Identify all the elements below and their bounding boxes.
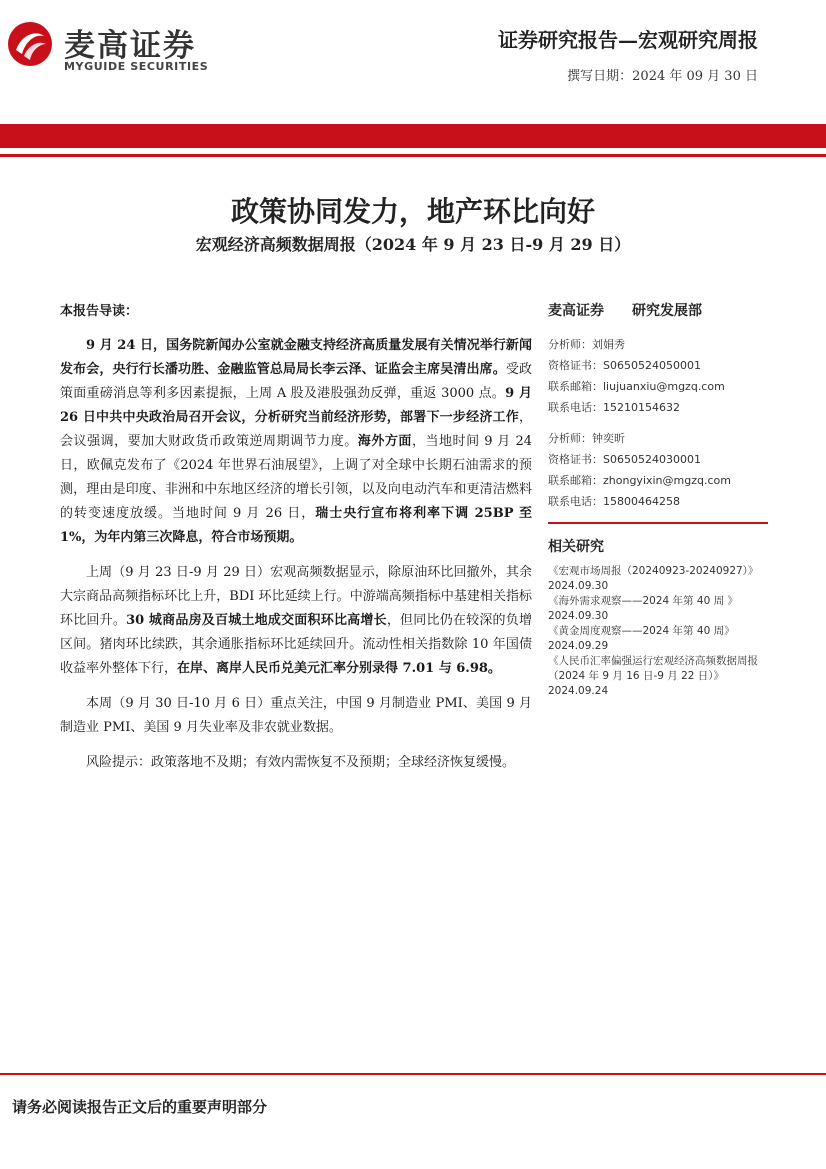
related-research-item[interactable]: 《宏观市场周报（20240923-20240927）》2024.09.30 [548, 565, 759, 592]
sidebar-company: 麦高证券 [548, 303, 604, 319]
analyst-card [548, 428, 768, 512]
analyst-email[interactable]: 联系邮箱：zhongyixin@mgzq.com [548, 474, 731, 487]
analyst-name: 分析师：钟奕昕 [548, 432, 625, 445]
analyst-cert: 资格证书：S0650524050001 [548, 359, 701, 372]
p1-seg: 9 月 24 日，国务院新闻办公室就金融支持经济高质量发展有关情况举行新闻发布会，央行行长潘功胜、金融监管总局局长李云泽、证监会主席吴清出席。 [60, 338, 532, 377]
summary-paragraph-1 [60, 334, 532, 550]
analyst-email[interactable]: 联系邮箱：liujuanxiu@mgzq.com [548, 380, 725, 393]
p1-seg: ，当地时间 9 月 24 日，欧佩克发布了《2024 年世界石油展望》，上调了对全球中长期石油需求的预测，理由是印度、非洲和中东地区经济的增长引领，以及向电动汽车和更清洁燃料的转变速度放缓。当地时间 9 月 26 日， [60, 434, 532, 521]
footer-divider [0, 1073, 826, 1075]
p1-seg: 9 月 26 日中共中央政治局召开会议，分析研究当前经济形势，部署下一步经济工作 [60, 386, 532, 425]
sidebar-dept: 研究发展部 [632, 303, 702, 319]
related-research-item[interactable]: 《人民币汇率偏强运行宏观经济高频数据周报（2024 年 9 月 16 日-9 月 22 日）》2024.09.24 [548, 655, 758, 697]
risk-warning: 风险提示：政策落地不及期；有效内需恢复不及预期；全球经济恢复缓慢。 [86, 755, 516, 770]
p2-seg: 上周（9 月 23 日-9 月 29 日）宏观高频数据显示，除原油环比回撤外，其余大宗商品高频指标环比上升，BDI 环比延续上行。中游端高频指标中基建相关指标环比回升。 [60, 565, 532, 628]
p1-seg: 瑞士央行宣布将利率下调 25BP 至 1%，为年内第三次降息，符合市场预期。 [60, 506, 533, 545]
page-title: 政策协同发力，地产环比向好 [230, 195, 595, 228]
analyst-name: 分析师：刘娟秀 [548, 338, 625, 351]
analyst-phone: 联系电话：15210154632 [548, 401, 680, 414]
summary-paragraph-2 [60, 561, 532, 681]
logo-text: 麦高证券 [64, 28, 196, 64]
p1-seg: ，会议强调，要加大财政货币政策逆周期调节力度。 [60, 410, 532, 449]
analyst-phone: 联系电话：15800464258 [548, 495, 680, 508]
analyst-card [548, 334, 768, 418]
related-research-item[interactable]: 《黄金周度观察——2024 年第 40 周》2024.09.29 [548, 625, 735, 652]
report-type: 证券研究报告—宏观研究周报 [498, 28, 758, 52]
logo-subtext: MYGUIDE SECURITIES [64, 60, 209, 73]
p2-seg: 30 城商品房及百城土地成交面积环比高增长 [126, 613, 387, 628]
sidebar [548, 300, 768, 699]
related-divider [548, 522, 768, 524]
footer-disclaimer: 请务必阅读报告正文后的重要声明部分 [12, 1098, 268, 1116]
analyst-cert: 资格证书：S0650524030001 [548, 453, 701, 466]
related-research-item[interactable]: 《海外需求观察——2024 年第 40 周 》2024.09.30 [548, 595, 738, 622]
header-divider [0, 154, 826, 157]
company-logo-icon [6, 20, 54, 68]
intro-label: 本报告导读： [60, 304, 139, 319]
department-heading [548, 300, 768, 320]
report-summary [60, 300, 532, 786]
p2-seg: 在岸、离岸人民币兑美元汇率分别录得 7.01 与 6.98。 [177, 661, 501, 676]
report-date: 撰写日期：2024 年 09 月 30 日 [567, 69, 758, 84]
related-research-heading: 相关研究 [548, 539, 604, 555]
summary-paragraph-3: 本周（9 月 30 日-10 月 6 日）重点关注，中国 9 月制造业 PMI、美国 9 月制造业 PMI、美国 9 月失业率及非农就业数据。 [60, 696, 532, 735]
p1-seg: 海外方面 [357, 434, 412, 449]
p2-seg: ，但同比仍在较深的负增区间。猪肉环比续跌，其余通胀指标环比延续回升。流动性相关指数除 10 年国债收益率外整体下行， [60, 613, 532, 676]
p1-seg: 受政策面重磅消息等利多因素提振，上周 A 股及港股强劲反弹，重返 3000 点。 [60, 362, 532, 401]
header-band [0, 124, 826, 148]
page-subtitle: 宏观经济高频数据周报（2024 年 9 月 23 日-9 月 29 日） [195, 235, 631, 254]
